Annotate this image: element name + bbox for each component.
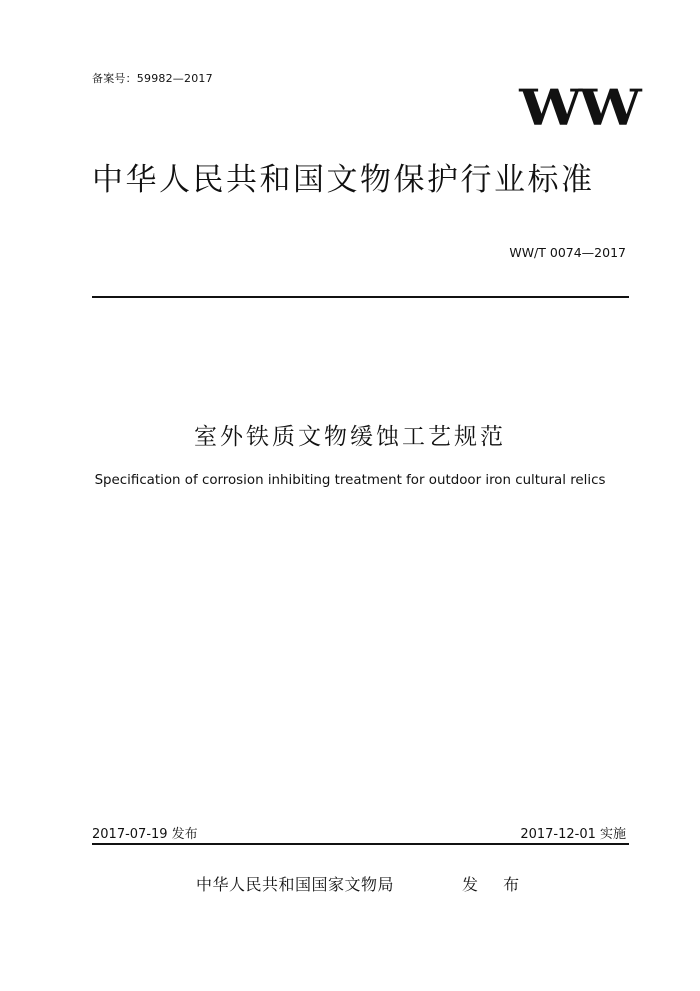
issuing-action: 发 布: [462, 875, 530, 894]
standard-code: WW/T 0074—2017: [509, 245, 626, 260]
top-divider: [92, 296, 629, 298]
ww-logo: WW: [518, 78, 638, 137]
bottom-divider: [92, 843, 629, 845]
issuing-authority: 中华人民共和国国家文物局: [196, 875, 395, 894]
document-title: 室外铁质文物缓蚀工艺规范: [194, 424, 506, 450]
publish-date: 2017-07-19 发布: [92, 827, 198, 842]
industry-standard-title: 中华人民共和国文物保护行业标准: [92, 162, 595, 198]
document-title-english: Specification of corrosion inhibiting treatment for outdoor iron cultural relics: [94, 473, 606, 488]
record-number: 备案号：59982—2017: [92, 72, 213, 85]
effective-date: 2017-12-01 实施: [520, 827, 626, 842]
